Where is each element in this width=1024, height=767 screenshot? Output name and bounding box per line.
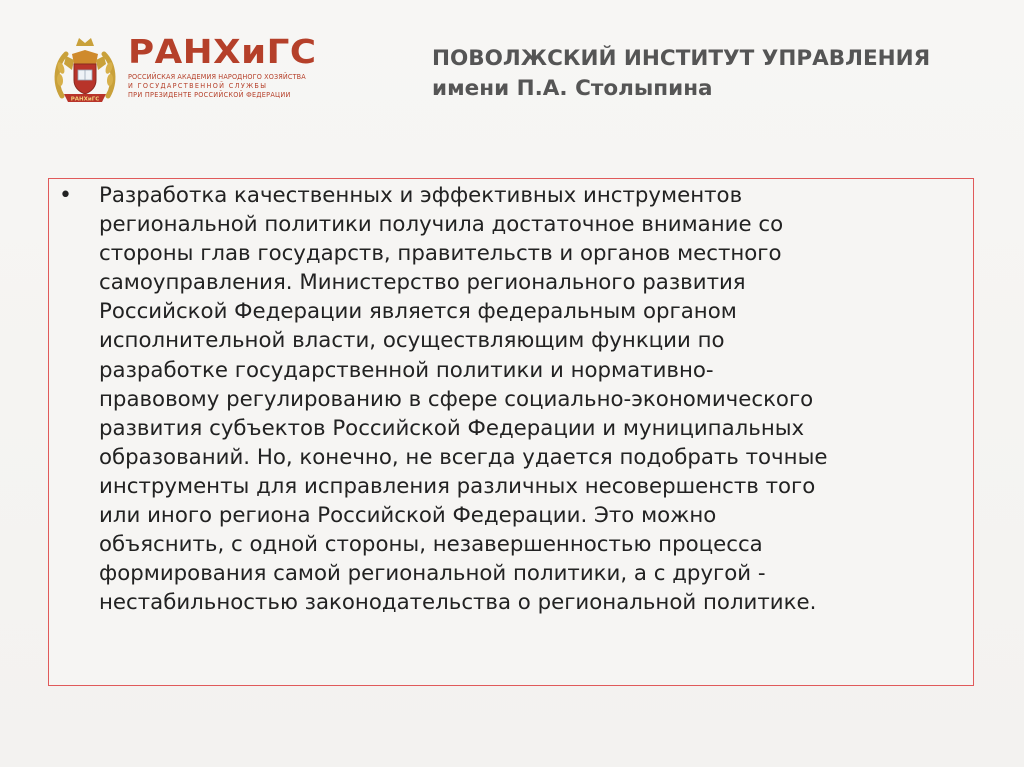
brand-sub-line-2: И ГОСУДАРСТВЕННОЙ СЛУЖБЫ	[128, 81, 268, 90]
svg-text:РАНХиГС: РАНХиГС	[70, 96, 100, 103]
text-line: формирования самой региональной политики, а с другой -	[99, 561, 766, 587]
text-line: или иного региона Российской Федерации. Это можно	[99, 503, 717, 529]
text-line: нестабильностью законодательства о региональной политике.	[99, 590, 817, 616]
text-line: стороны глав государств, правительств и органов местного	[99, 241, 782, 267]
institute-title-line-2: имени П.А. Столыпина	[432, 76, 713, 101]
brand-name: РАНХиГС	[128, 32, 317, 71]
text-line: развития субъектов Российской Федерации и муниципальных	[99, 415, 805, 441]
brand-sub-line-1: РОССИЙСКАЯ АКАДЕМИЯ НАРОДНОГО ХОЗЯЙСТВА	[128, 72, 306, 81]
text-line: инструменты для исправления различных несовершенств того	[99, 473, 816, 499]
bullet-text	[99, 181, 969, 617]
institute-title	[432, 44, 992, 104]
text-line: разработке государственной политики и нормативно-	[99, 357, 714, 383]
institute-title-line-1: ПОВОЛЖСКИЙ ИНСТИТУТ УПРАВЛЕНИЯ	[432, 46, 931, 71]
text-line: региональной политики получила достаточное внимание со	[99, 212, 784, 238]
text-line: правовому регулированию в сфере социально-экономического	[99, 386, 814, 412]
content-box	[48, 178, 974, 686]
text-line: исполнительной власти, осуществляющим функции по	[99, 328, 725, 354]
text-line: образований. Но, конечно, не всегда удается подобрать точные	[99, 444, 828, 470]
text-line: самоуправления. Министерство регионального развития	[99, 270, 746, 296]
text-line: объяснить, с одной стороны, незавершенностью процесса	[99, 532, 763, 558]
brand-block	[128, 32, 328, 99]
header	[0, 0, 1024, 150]
ranepa-emblem-icon	[52, 34, 118, 110]
bullet-icon: •	[59, 183, 72, 208]
brand-sub-line-3: ПРИ ПРЕЗИДЕНТЕ РОССИЙСКОЙ ФЕДЕРАЦИИ	[128, 90, 291, 99]
text-line: Российской Федерации является федеральным органом	[99, 299, 737, 325]
text-line: Разработка качественных и эффективных инструментов	[99, 183, 743, 208]
